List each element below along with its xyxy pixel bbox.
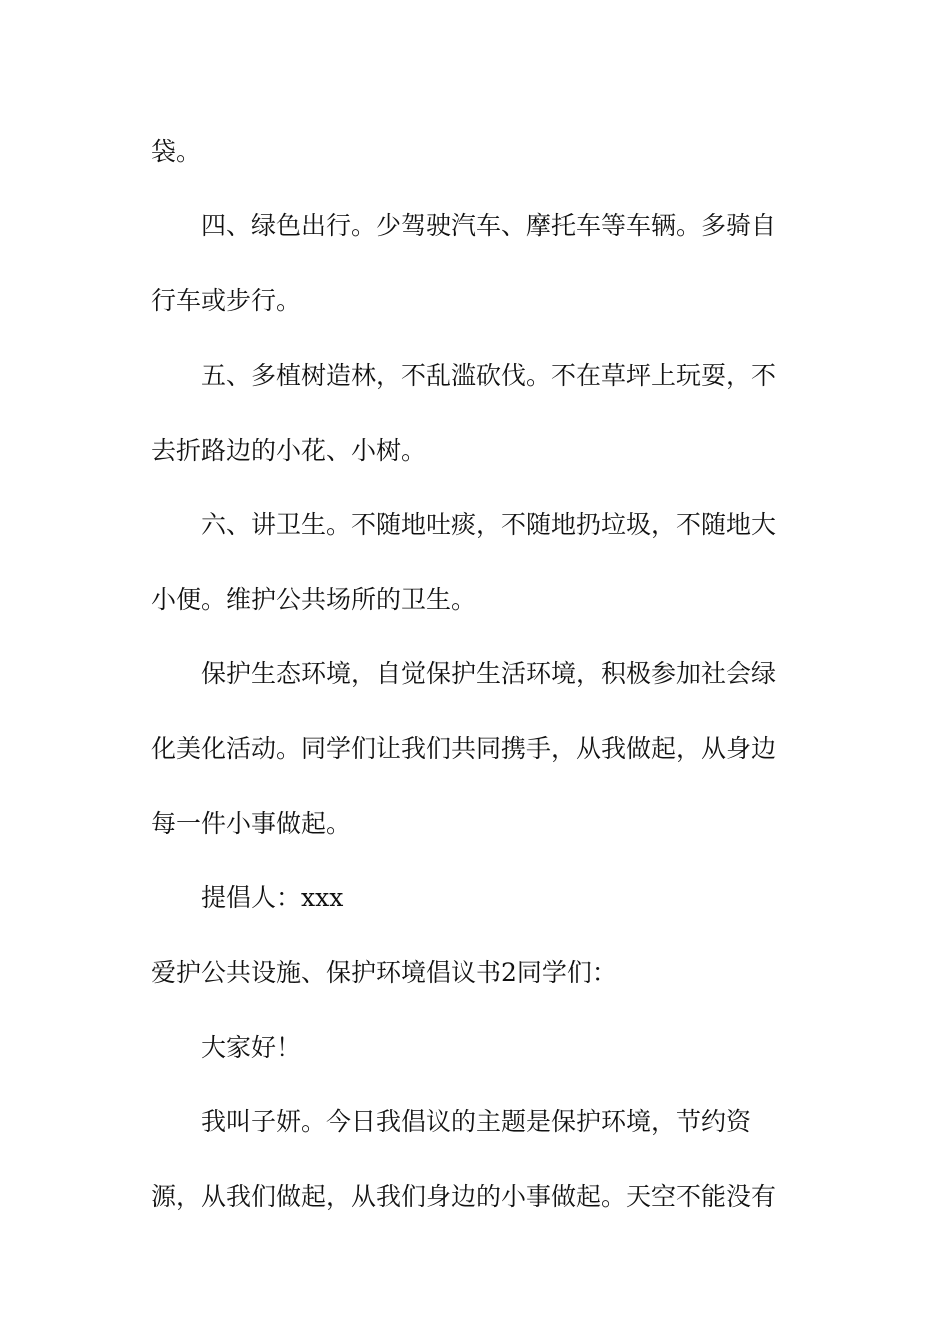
- heading-line: 爱护公共设施、保护环境倡议书2同学们：: [151, 958, 617, 987]
- text-line: 五、多植树造林，不乱滥砍伐。不在草坪上玩耍，不: [201, 361, 777, 390]
- text-line: 化美化活动。同学们让我们共同携手，从我做起，从身边: [151, 734, 777, 763]
- text-line: 每一件小事做起。: [151, 809, 352, 838]
- text-line: 行车或步行。: [151, 286, 302, 315]
- text-line: 四、绿色出行。少驾驶汽车、摩托车等车辆。多骑自: [201, 211, 777, 240]
- text-line: 袋。: [151, 137, 202, 166]
- text-line: 我叫子妍。今日我倡议的主题是保护环境，节约资: [201, 1107, 752, 1136]
- text-line: 小便。维护公共场所的卫生。: [151, 585, 477, 614]
- text-line: 六、讲卫生。不随地吐痰，不随地扔垃圾，不随地大: [201, 510, 777, 539]
- text-line: 去折路边的小花、小树。: [151, 436, 427, 465]
- greeting-line: 大家好！: [201, 1033, 302, 1062]
- signature-line: 提倡人：xxx: [201, 883, 344, 912]
- text-line: 保护生态环境，自觉保护生活环境，积极参加社会绿: [201, 659, 777, 688]
- text-line: 源，从我们做起，从我们身边的小事做起。天空不能没有: [151, 1182, 777, 1211]
